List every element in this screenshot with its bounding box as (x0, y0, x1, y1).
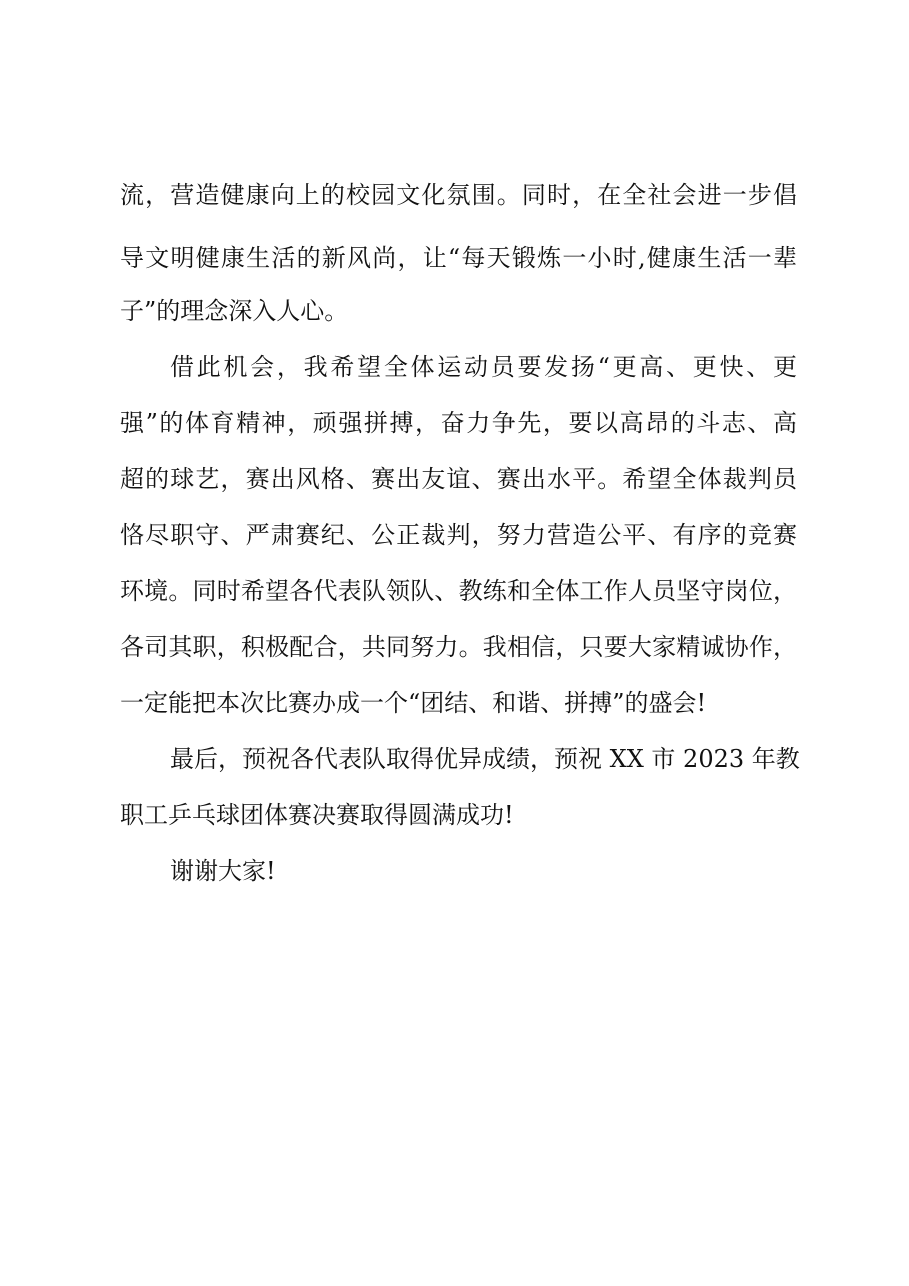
text-line: 各司其职，积极配合，共同努力。我相信，只要大家精诚协作， (120, 633, 797, 661)
text-line: 流，营造健康向上的校园文化氛围。同时，在全社会进一步倡 (120, 181, 797, 209)
text-line: 恪尽职守、严肃赛纪、公正裁判，努力营造公平、有序的竞赛 (120, 521, 797, 549)
text-line: 强”的体育精神，顽强拼搏，奋力争先，要以高昂的斗志、高 (120, 409, 797, 437)
text-line: 职工乒乓球团体赛决赛取得圆满成功! (120, 801, 514, 829)
paragraph-first-line: 最后，预祝各代表队取得优异成绩，预祝 XX 市 2023 年教 (170, 745, 800, 773)
text-line: 导文明健康生活的新风尚，让“每天锻炼一小时,健康生活一辈 (120, 244, 797, 272)
text-line: 一定能把本次比赛办成一个“团结、和谐、拼搏”的盛会! (120, 689, 707, 717)
text-line: 超的球艺，赛出风格、赛出友谊、赛出水平。希望全体裁判员 (120, 465, 797, 493)
paragraph-first-line: 借此机会，我希望全体运动员要发扬“更高、更快、更 (170, 353, 797, 381)
text-line: 环境。同时希望各代表队领队、教练和全体工作人员坚守岗位， (120, 577, 797, 605)
text-line: 子”的理念深入人心。 (120, 297, 349, 325)
closing-line: 谢谢大家! (170, 857, 276, 885)
